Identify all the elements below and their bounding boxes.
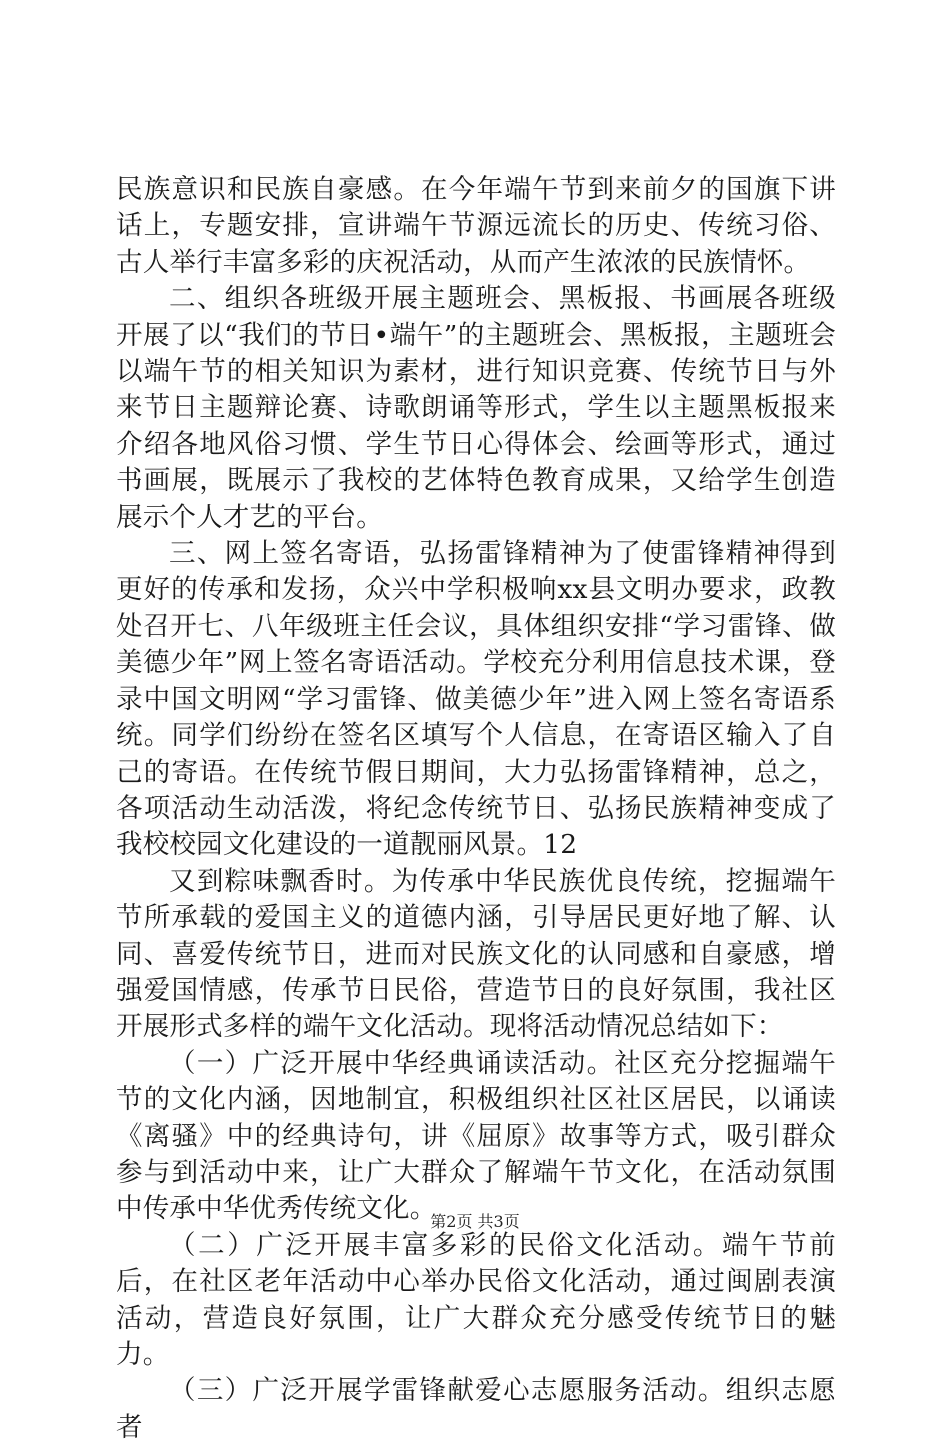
paragraph-continuation: 民族意识和民族自豪感。在今年端午节到来前夕的国旗下讲话上，专题安排，宣讲端午节源远流长的历史、传统习俗、古人举行丰富多彩的庆祝活动，从而产生浓浓的民族情怀。 [116,174,836,278]
document-body [116,172,836,1446]
paragraph-dragon-boat-intro: 又到粽味飘香时。为传承中华民族优良传统，挖掘端午节所承载的爱国主义的道德内涵，引导居民更好地了解、认同、喜爱传统节日，进而对民族文化的认同感和自豪感，增强爱国情感，传承节日民俗，营造节日的良好氛围，我社区开展形式多样的端午文化活动。现将活动情况总结如下： [116,865,836,1043]
page-footer [0,1212,950,1232]
paragraph-section-two: 二、组织各班级开展主题班会、黑板报、书画展各班级开展了以“我们的节日•端午”的主题班会、黑板报，主题班会以端午节的相关知识为素材，进行知识竞赛、传统节日与外来节日主题辩论赛、诗歌朗诵等形式，学生以主题黑板报来介绍各地风俗习惯、学生节日心得体会、绘画等形式，通过书画展，既展示了我校的艺体特色教育成果，又给学生创造展示个人才艺的平台。 [116,283,836,533]
paragraph-item-three: （三）广泛开展学雷锋献爱心志愿服务活动。组织志愿者 [116,1375,836,1443]
paragraph-section-three: 三、网上签名寄语，弘扬雷锋精神为了使雷锋精神得到更好的传承和发扬，众兴中学积极响xx县文明办要求，政教处召开七、八年级班主任会议，具体组织安排“学习雷锋、做美德少年”网上签名寄语活动。学校充分利用信息技术课，登录中国文明网“学习雷锋、做美德少年”进入网上签名寄语系统。同学们纷纷在签名区填写个人信息，在寄语区输入了自己的寄语。在传统节假日期间，大力弘扬雷锋精神，总之，各项活动生动活泼，将纪念传统节日、弘扬民族精神变成了我校校园文化建设的一道靓丽风景。12 [116,538,836,861]
paragraph-item-one: （一）广泛开展中华经典诵读活动。社区充分挖掘端午节的文化内涵，因地制宜，积极组织社区社区居民，以诵读《离骚》中的经典诗句，讲《屈原》故事等方式，吸引群众参与到活动中来，让广大群众了解端午节文化，在活动氛围中传承中华优秀传统文化。 [116,1047,836,1225]
page-number: 第2页 共3页 [430,1212,520,1231]
paragraph-item-two: （二）广泛开展丰富多彩的民俗文化活动。端午节前后，在社区老年活动中心举办民俗文化活动，通过闽剧表演活动，营造良好氛围，让广大群众充分感受传统节日的魅力。 [116,1229,836,1370]
